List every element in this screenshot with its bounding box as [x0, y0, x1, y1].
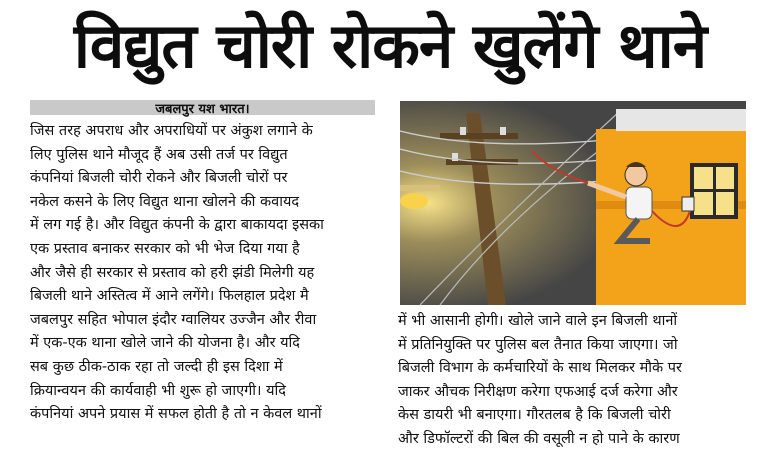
- body-line: कंपनियां अपने प्रयास में सफल होती है तो न केवल थानों: [30, 406, 322, 423]
- body-line: जाकर औचक निरीक्षण करेगा एफआई दर्ज करेगा और: [398, 383, 678, 400]
- electricity-theft-cartoon-image: [400, 101, 746, 305]
- left-column: [30, 120, 376, 427]
- body-line: कंपनियां बिजली चोरी रोकने और बिजली चोरों पर: [30, 170, 288, 187]
- body-line: लिए पुलिस थाने मौजूद हैं अब उसी तर्ज पर विद्युत: [30, 146, 288, 163]
- body-line: में एक-एक थाना खोले जाने की योजना है। और यदि: [30, 335, 300, 352]
- byline-bar: [30, 100, 375, 115]
- body-line: में भी आसानी होगी। खोले जाने वाले इन बिजली थानों: [398, 313, 678, 329]
- byline: जबलपुर यश भारत।: [155, 101, 250, 117]
- body-line: में लग गई है। और विद्युत कंपनी के द्वारा बाकायदा इसका: [30, 217, 324, 234]
- body-line: बिजली थाने अस्तित्व में आने लगेंगे। फिलहाल प्रदेश मै: [30, 288, 309, 305]
- body-line: एक प्रस्ताव बनाकर सरकार को भी भेज दिया गया है: [30, 240, 300, 257]
- body-line: केस डायरी भी बनाएगा। गौरतलब है कि बिजली चोरी: [398, 407, 671, 424]
- body-line: जबलपुर सहित भोपाल इंदौर ग्वालियर उज्जैन और रीवा: [30, 311, 317, 328]
- body-line: में प्रतिनियुक्ति पर पुलिस बल तैनात किया जाएगा। जो: [398, 336, 678, 353]
- cartoon-image: [400, 101, 746, 305]
- body-line: बिजली विभाग के कर्मचारियों के साथ मिलकर मौके पर: [398, 360, 682, 377]
- body-line: और डिफॉल्टरों की बिल की वसूली न हो पाने के कारण: [398, 430, 680, 447]
- body-line: और जैसे ही सरकार से प्रस्ताव को हरी झंडी मिलेगी यह: [30, 264, 315, 281]
- headline: विद्युत चोरी रोकने खुलेंगे थाने: [73, 9, 707, 82]
- body-line: नकेल कसने के लिए विद्युत थाना खोलने की कवायद: [30, 193, 300, 210]
- body-line: जिस तरह अपराध और अपराधियों पर अंकुश लगाने के: [30, 123, 313, 139]
- right-column: [398, 310, 750, 452]
- body-line: क्रियान्वयन की कार्यवाही भी शुरू हो जाएगी। यदि: [30, 382, 286, 399]
- body-line: सब कुछ ठीक-ठाक रहा तो जल्दी ही इस दिशा में: [30, 358, 283, 375]
